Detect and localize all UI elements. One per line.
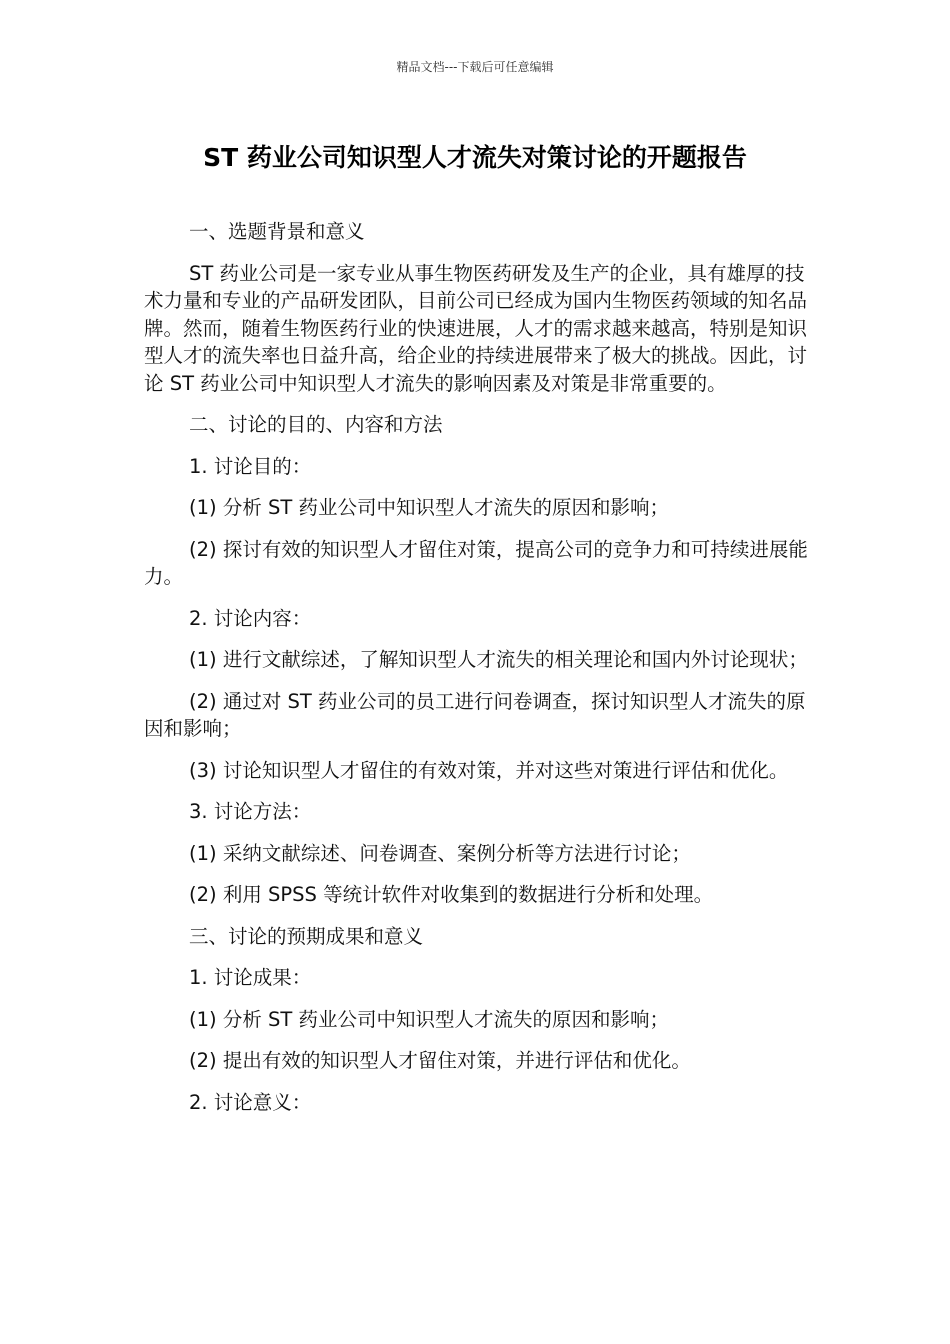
section-heading-purpose: 二、讨论的目的、内容和方法 [189, 413, 443, 436]
header-note: 精品文档---下载后可任意编辑 [396, 60, 554, 74]
list-item: (2) 探讨有效的知识型人才留住对策，提高公司的竞争力和可持续进展能力。 [144, 537, 808, 588]
subheading-significance: 2. 讨论意义： [189, 1090, 312, 1114]
subheading-purpose: 1. 讨论目的： [189, 454, 312, 478]
section-heading-results: 三、讨论的预期成果和意义 [189, 924, 424, 948]
list-item: (3) 讨论知识型人才留住的有效对策，并对这些对策进行评估和优化。 [189, 758, 789, 782]
list-item: (1) 进行文献综述，了解知识型人才流失的相关理论和国内外讨论现状； [189, 648, 808, 671]
list-item: (1) 分析 ST 药业公司中知识型人才流失的原因和影响； [189, 1007, 670, 1031]
subheading-method: 3. 讨论方法： [189, 800, 312, 823]
list-item: (2) 通过对 ST 药业公司的员工进行问卷调查，探讨知识型人才流失的原因和影响； [144, 689, 806, 740]
subheading-content: 2. 讨论内容： [189, 606, 312, 630]
list-item: (1) 分析 ST 药业公司中知识型人才流失的原因和影响； [189, 496, 670, 519]
section-heading-background: 一、选题背景和意义 [189, 220, 365, 243]
subheading-results: 1. 讨论成果： [189, 966, 312, 989]
document-title: ST 药业公司知识型人才流失对策讨论的开题报告 [203, 143, 747, 172]
list-item: (2) 利用 SPSS 等统计软件对收集到的数据进行分析和处理。 [189, 883, 714, 906]
list-item: (2) 提出有效的知识型人才留住对策，并进行评估和优化。 [189, 1049, 691, 1072]
document-body [144, 218, 816, 1130]
list-item: (1) 采纳文献综述、问卷调查、案例分析等方法进行讨论； [189, 841, 691, 865]
paragraph-background: ST 药业公司是一家专业从事生物医药研发及生产的企业，具有雄厚的技术力量和专业的产品研发团队，目前公司已经成为国内生物医药领域的知名品牌。然而，随着生物医药行业的快速进展，人才的需求越来越高，特别是知识型人才的流失率也日益升高，给企业的持续进展带来了极大的挑战。因此，讨论 ST 药业公司中知识型人才流失的影响因素及对策是非常重要的。 [144, 261, 808, 395]
